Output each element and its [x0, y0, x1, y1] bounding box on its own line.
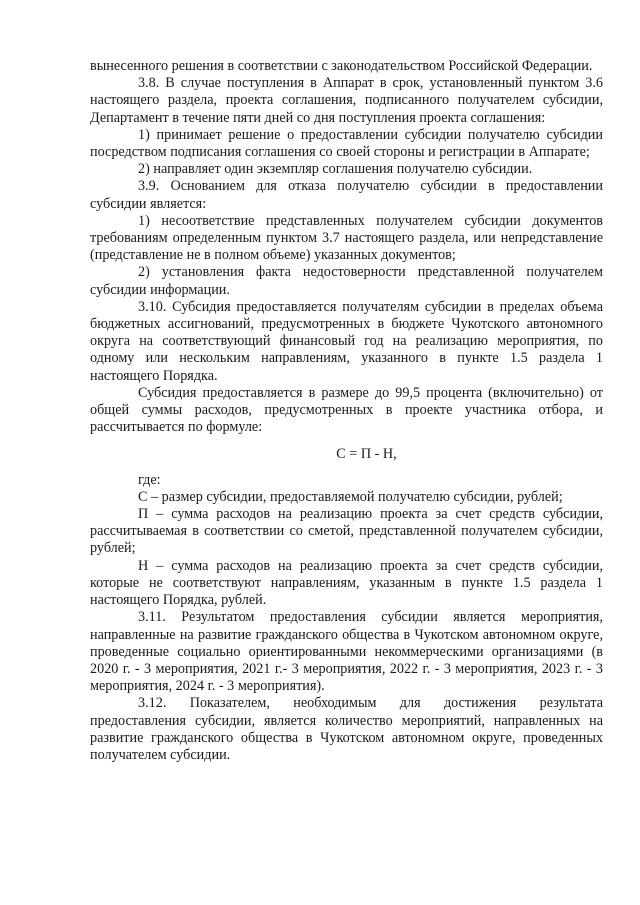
paragraph-3-10: 3.10. Субсидия предоставляется получателям субсидии в пределах объема бюджетных ассигнований, предусмотренных в бюджете Чукотского автономного округа на соответствующий финансовый год на реализацию мероприятия, по одному или нескольким направлениям, указанного в пункте 1.5 раздела 1 настоящего Порядка.: [90, 298, 603, 384]
paragraph-def-p: П – сумма расходов на реализацию проекта за счет средств субсидии, рассчитываемая в соответствии со сметой, представленной получателем субсидии, рублей;: [90, 506, 603, 557]
paragraph-3-9-item-1: 1) несоответствие представленных получателем субсидии документов требованиям определенным пунктом 3.7 настоящего раздела, или непредставление (представление не в полном объеме) указанных документов;: [90, 212, 603, 264]
paragraph-3-9-item-2: 2) установления факта недостоверности представленной получателем субсидии информации.: [90, 264, 603, 298]
document-page: [90, 58, 603, 764]
subsidy-formula: С = П - Н,: [336, 446, 397, 463]
paragraph-3-12: 3.12. Показателем, необходимым для достижения результата предоставления субсидии, является количество мероприятий, направленных на развитие гражданского общества в Чукотском автономном округе, проведенных получателем субсидии.: [90, 695, 603, 763]
paragraph-def-c: С – размер субсидии, предоставляемой получателю субсидии, рублей;: [138, 488, 563, 505]
paragraph-3-8: 3.8. В случае поступления в Аппарат в срок, установленный пунктом 3.6 настоящего раздела, проекта соглашения, подписанного получателем субсидии, Департамент в течение пяти дней со дня поступления проекта соглашения:: [90, 75, 603, 126]
paragraph-continuation: вынесенного решения в соответствии с законодательством Российской Федерации.: [90, 58, 593, 74]
paragraph-3-8-item-2: 2) направляет один экземпляр соглашения получателю субсидии.: [138, 161, 533, 178]
paragraph-subsidy-size: Субсидия предоставляется в размере до 99,5 процента (включительно) от общей суммы расходов, предусмотренных в проекте участника отбора, и рассчитывается по формуле:: [90, 384, 603, 436]
paragraph-def-n: Н – сумма расходов на реализацию проекта за счет средств субсидии, которые не соответствуют направлениям, указанным в пункте 1.5 раздела 1 настоящего Порядка, рублей.: [90, 557, 603, 609]
paragraph-3-8-item-1: 1) принимает решение о предоставлении субсидии получателю субсидии посредством подписания соглашения со своей стороны и регистрации в Аппарате;: [90, 126, 603, 161]
paragraph-3-9: 3.9. Основанием для отказа получателю субсидии в предоставлении субсидии является:: [90, 178, 603, 212]
paragraph-where: где:: [138, 471, 161, 488]
paragraph-3-11: 3.11. Результатом предоставления субсидии является мероприятия, направленные на развитие гражданского общества в Чукотском автономном округе, проведенные социально ориентированными некоммерческими организациями (в 2020 г. - 3 мероприятия, 2021 г.- 3 мероприятия, 2022 г. - 3 мероприятия, 2023 г. - 3 мероприятия, 2024 г. - 3 мероприятия).: [90, 609, 603, 695]
